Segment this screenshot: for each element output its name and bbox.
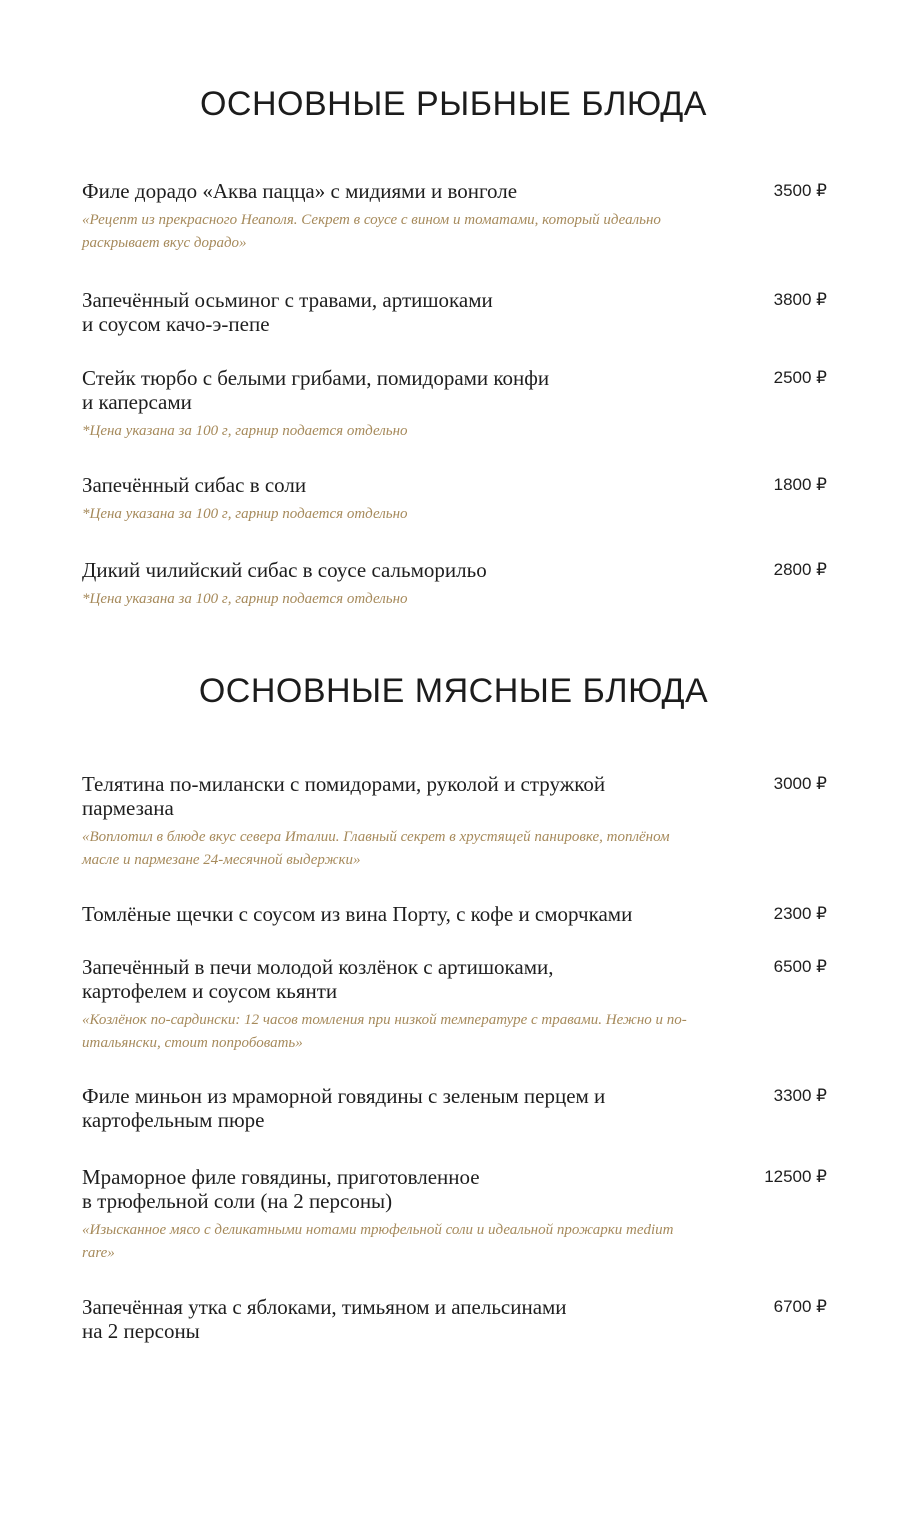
menu-item [82,902,827,926]
menu-item [82,288,827,336]
item-price: 2300 ₽ [773,904,827,923]
menu-item [82,473,827,526]
item-name: Запечённый в печи молодой козлёнок с артишоками, картофелем и соусом кьянти [82,955,554,1003]
menu-item [82,772,827,872]
item-name: Филе дорадо «Аква пацца» с мидиями и вонголе [82,179,518,203]
item-note: «Рецепт из прекрасного Неаполя. Секрет в соусе с вином и томатами, который идеально раскрывает вкус дорадо» [82,212,661,251]
item-note: «Изысканное мясо с деликатными нотами трюфельной соли и идеальной прожарки medium rare» [82,1222,674,1261]
menu-item [82,558,827,611]
item-price: 2800 ₽ [773,560,827,579]
item-name: Томлёные щечки с соусом из вина Порту, с кофе и сморчками [82,902,633,926]
item-note: *Цена указана за 100 г, гарнир подается отдельно [82,506,408,522]
section-title-fish: ОСНОВНЫЕ РЫБНЫЕ БЛЮДА [199,85,707,123]
item-price: 3000 ₽ [773,774,827,793]
item-name: Дикий чилийский сибас в соусе сальморильо [82,558,487,582]
item-name: Запечённый осьминог с травами, артишоками и соусом качо-э-пепе [82,288,493,336]
item-price: 12500 ₽ [764,1167,827,1186]
menu-item [82,1295,827,1343]
menu-item [82,366,827,443]
item-name: Мраморное филе говядины, приготовленное в трюфельной соли (на 2 персоны) [82,1165,480,1213]
section-title-meat: ОСНОВНЫЕ МЯСНЫЕ БЛЮДА [198,672,709,710]
item-note: *Цена указана за 100 г, гарнир подается отдельно [82,591,408,607]
item-price: 2500 ₽ [773,368,827,387]
menu-item [82,1084,827,1132]
item-price: 3800 ₽ [773,290,827,309]
item-name: Телятина по-милански с помидорами, руколой и стружкой пармезана [82,772,606,820]
item-note: «Козлёнок по-сардински: 12 часов томления при низкой температуре с травами. Нежно и по-итальянски, стоит попробовать» [82,1012,687,1051]
item-name: Запечённый сибас в соли [82,473,307,497]
item-note: «Воплотил в блюде вкус севера Италии. Главный секрет в хрустящей панировке, топлёном масле и пармезане 24-месячной выдержки» [82,829,670,868]
item-price: 6700 ₽ [773,1297,827,1316]
menu-item [82,179,827,255]
menu-item [82,955,827,1055]
item-note: *Цена указана за 100 г, гарнир подается отдельно [82,423,408,439]
item-name: Запечённая утка с яблоками, тимьяном и апельсинами на 2 персоны [82,1295,567,1343]
item-price: 3500 ₽ [773,181,827,200]
item-name: Филе миньон из мраморной говядины с зеленым перцем и картофельным пюре [82,1084,606,1132]
menu-item [82,1165,827,1265]
item-name: Стейк тюрбо с белыми грибами, помидорами конфи и каперсами [82,366,550,414]
item-price: 6500 ₽ [773,957,827,976]
item-price: 3300 ₽ [773,1086,827,1105]
item-price: 1800 ₽ [773,475,827,494]
